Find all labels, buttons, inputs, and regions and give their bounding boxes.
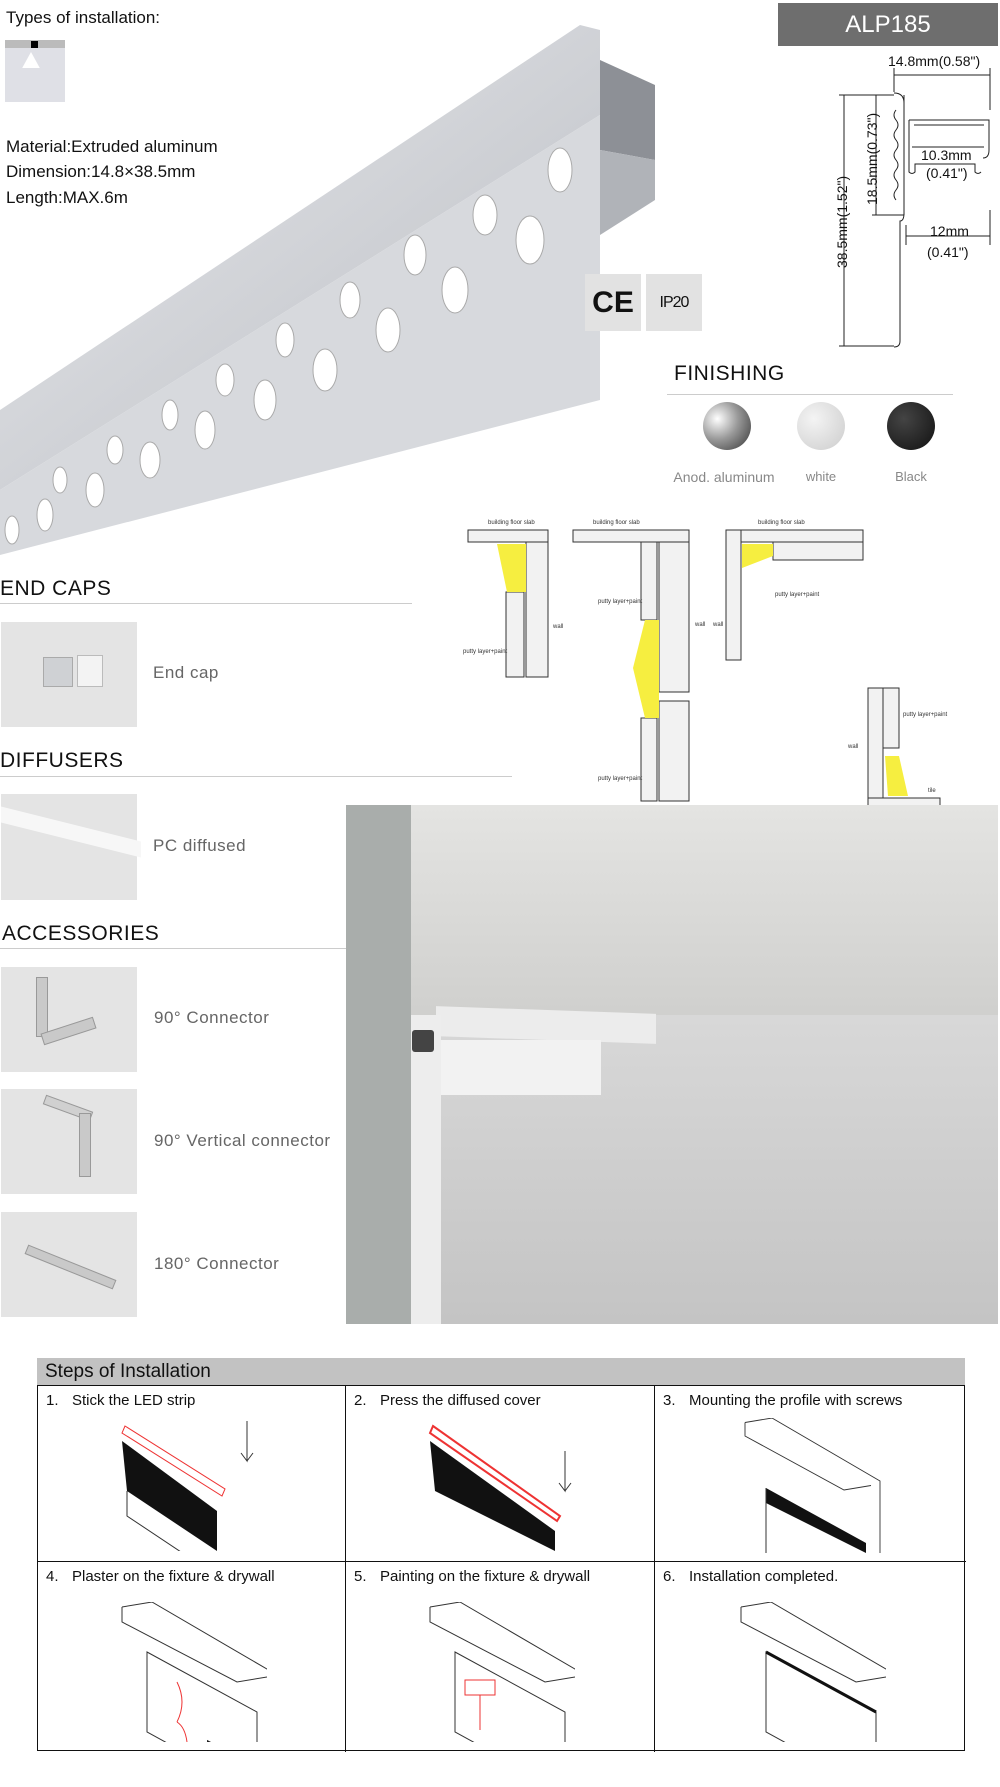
base-width-dimension: 12mm [930, 223, 969, 239]
diagram-label: putty layer+paint [463, 649, 508, 655]
installed-profile-photo [346, 805, 998, 1324]
step-1-illustration [107, 1421, 277, 1551]
profile-cross-section-drawing [834, 50, 1000, 352]
step-6-illustration [736, 1602, 886, 1742]
step-label: Painting on the fixture & drywall [380, 1568, 591, 1585]
dimension-text: Dimension:14.8×38.5mm [6, 162, 196, 181]
accessory-label: 90° Connector [154, 1008, 270, 1027]
end-cap-image [1, 622, 137, 727]
profile-render-image [0, 0, 660, 560]
90-vertical-connector-image [1, 1089, 137, 1194]
step-cell: 3. Mounting the profile with screws [655, 1386, 966, 1562]
total-height-dimension: 38.5mm(1.52") [834, 175, 850, 268]
diagram-label: putty layer+paint [775, 592, 820, 598]
step-cell: 6. Installation completed. [655, 1562, 966, 1752]
diagram-label: building floor slab [488, 520, 535, 526]
white-swatch [797, 402, 845, 450]
installation-diagrams [463, 508, 963, 808]
180-connector-image [1, 1212, 137, 1317]
material-text: Material:Extruded aluminum [6, 137, 218, 156]
diagram-label: wall [695, 622, 706, 628]
upper-height-dimension: 18.5mm(0.73") [864, 112, 880, 205]
inner-width-inch: (0.41") [926, 165, 968, 181]
diagram-label: building floor slab [758, 520, 805, 526]
step-label: Stick the LED strip [72, 1392, 196, 1409]
finish-label: Black [895, 469, 927, 484]
model-header: ALP185 [778, 3, 998, 46]
installation-steps-table [37, 1385, 965, 1751]
accessory-label: 90° Vertical connector [154, 1131, 331, 1150]
step-5-illustration [425, 1602, 575, 1742]
accessory-label: 180° Connector [154, 1254, 280, 1273]
step-label: Installation completed. [689, 1568, 839, 1585]
black-swatch [887, 402, 935, 450]
inner-width-dimension: 10.3mm [921, 147, 972, 163]
diagram-label: building floor slab [593, 520, 640, 526]
step-cell: 1. Stick the LED strip [38, 1386, 346, 1562]
steps-title: Steps of Installation [37, 1358, 965, 1386]
step-cell: 2. Press the diffused cover [346, 1386, 655, 1562]
pc-diffuser-image [1, 794, 137, 900]
step-cell: 4. Plaster on the fixture & drywall [38, 1562, 346, 1752]
step-3-illustration [736, 1418, 886, 1553]
diagram-label: wall [848, 744, 859, 750]
diffusers-title: DIFFUSERS [0, 749, 124, 772]
finishing-title: FINISHING [674, 362, 785, 385]
width-dimension: 14.8mm(0.58") [888, 53, 981, 69]
accessories-title: ACCESSORIES [2, 922, 160, 945]
end-cap-label: End cap [153, 663, 219, 682]
diagram-label: putty layer+paint [903, 712, 948, 718]
length-text: Length:MAX.6m [6, 188, 128, 207]
pc-diffused-label: PC diffused [153, 836, 247, 855]
diagram-label: tile [928, 788, 936, 794]
installation-types-label: Types of installation: [6, 8, 161, 27]
finish-label: Anod. aluminum [673, 469, 775, 485]
ip20-icon: IP20 [646, 274, 702, 331]
diagram-label: putty layer+paint [598, 776, 643, 782]
anodized-aluminum-swatch [703, 402, 751, 450]
step-2-illustration [415, 1421, 585, 1551]
diagram-label: wall [553, 624, 564, 630]
step-4-illustration [117, 1602, 267, 1742]
step-label: Mounting the profile with screws [689, 1392, 903, 1409]
step-label: Plaster on the fixture & drywall [72, 1568, 275, 1585]
diagram-label: wall [713, 622, 724, 628]
base-width-inch: (0.41") [927, 244, 969, 260]
90-connector-image [1, 967, 137, 1072]
end-caps-title: END CAPS [0, 577, 112, 600]
diagram-label: putty layer+paint [598, 599, 643, 605]
finish-label: white [805, 469, 837, 484]
step-label: Press the diffused cover [380, 1392, 541, 1409]
ce-mark-icon: CE [585, 274, 641, 331]
step-cell: 5. Painting on the fixture & drywall [346, 1562, 655, 1752]
